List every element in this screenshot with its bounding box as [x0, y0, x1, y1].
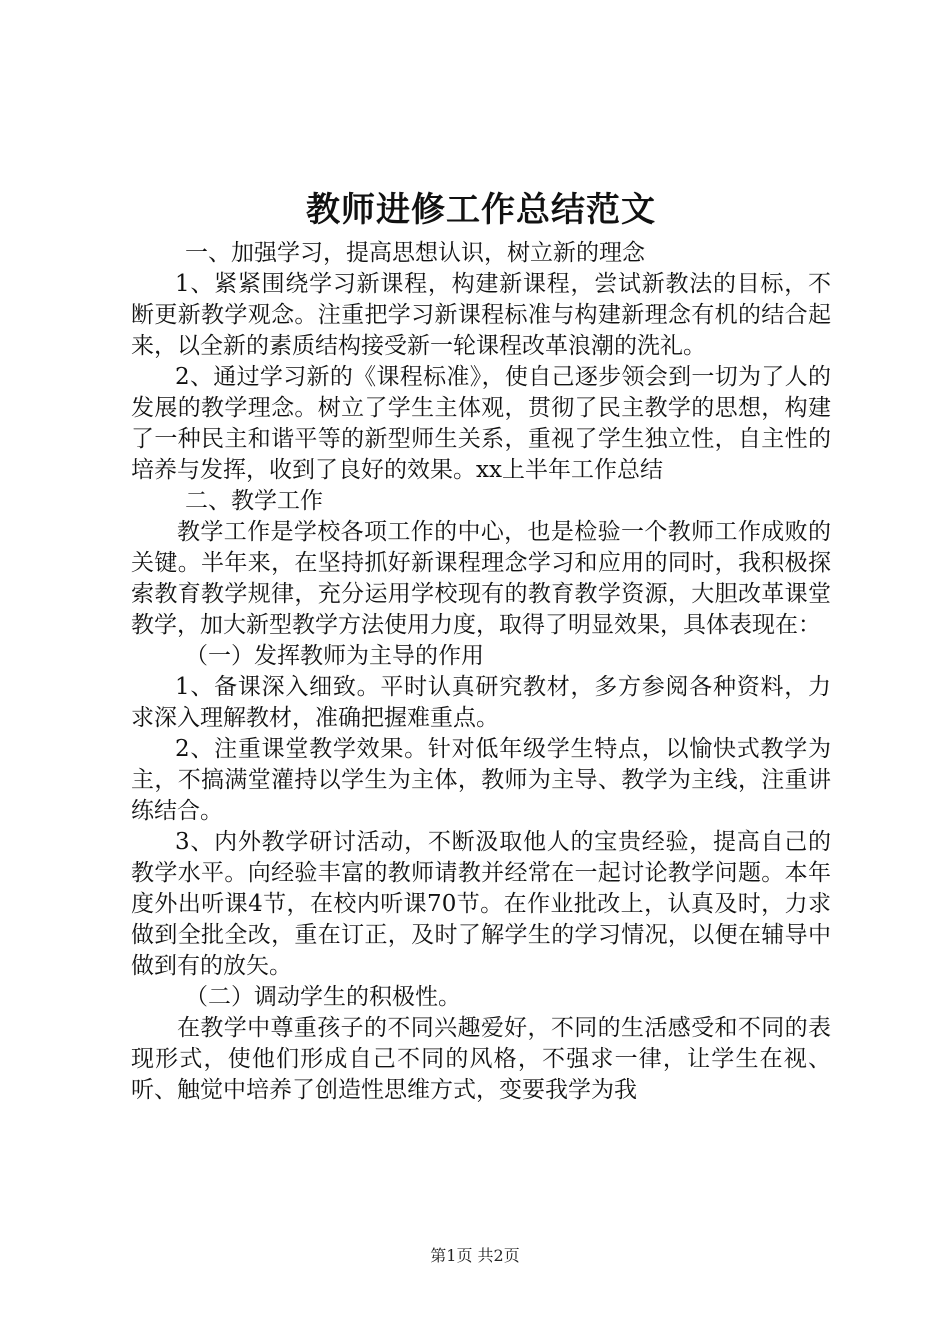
section-heading: 二、教学工作 [185, 488, 323, 514]
document-title: 教师进修工作总结范文 [306, 190, 656, 230]
paragraph: 教学工作是学校各项工作的中心，也是检验一个教师工作成败的关键。半年来，在坚持抓好新课程理念学习和应用的同时，我积极探索教育教学规律，充分运用学校现有的教育教学资源，大胆改革课堂教学，加大新型教学方法使用力度，取得了明显效果，具体表现在： [131, 519, 831, 638]
paragraph: 在教学中尊重孩子的不同兴趣爱好，不同的生活感受和不同的表现形式，使他们形成自己不同的风格，不强求一律，让学生在视、听、触觉中培养了创造性思维方式，变要我学为我 [131, 1015, 831, 1103]
page-footer: 第1页 共2页 [430, 1246, 520, 1265]
paragraph: 2、通过学习新的《课程标准》，使自己逐步领会到一切为了人的发展的教学理念。树立了学生主体观，贯彻了民主教学的思想，构建了一种民主和谐平等的新型师生关系，重视了学生独立性，自主性的培养与发挥，收到了良好的效果。xx上半年工作总结 [131, 364, 831, 483]
subsection-heading: （一）发挥教师为主导的作用 [185, 643, 484, 669]
section-heading: 一、加强学习，提高思想认识，树立新的理念 [185, 240, 645, 266]
document-body [131, 184, 831, 1106]
paragraph: 1、紧紧围绕学习新课程，构建新课程，尝试新教法的目标，不断更新教学观念。注重把学习新课程标准与构建新理念有机的结合起来，以全新的素质结构接受新一轮课程改革浪潮的洗礼。 [131, 271, 831, 359]
paragraph: 3、内外教学研讨活动，不断汲取他人的宝贵经验，提高自己的教学水平。向经验丰富的教师请教并经常在一起讨论教学问题。本年度外出听课4节，在校内听课70节。在作业批改上，认真及时，力求做到全批全改，重在订正，及时了解学生的学习情况，以便在辅导中做到有的放矢。 [131, 829, 831, 979]
paragraph: 2、注重课堂教学效果。针对低年级学生特点，以愉快式教学为主，不搞满堂灌持以学生为主体，教师为主导、教学为主线，注重讲练结合。 [131, 736, 831, 824]
subsection-heading: （二）调动学生的积极性。 [185, 984, 461, 1010]
paragraph: 1、备课深入细致。平时认真研究教材，多方参阅各种资料，力求深入理解教材，准确把握难重点。 [131, 674, 831, 731]
